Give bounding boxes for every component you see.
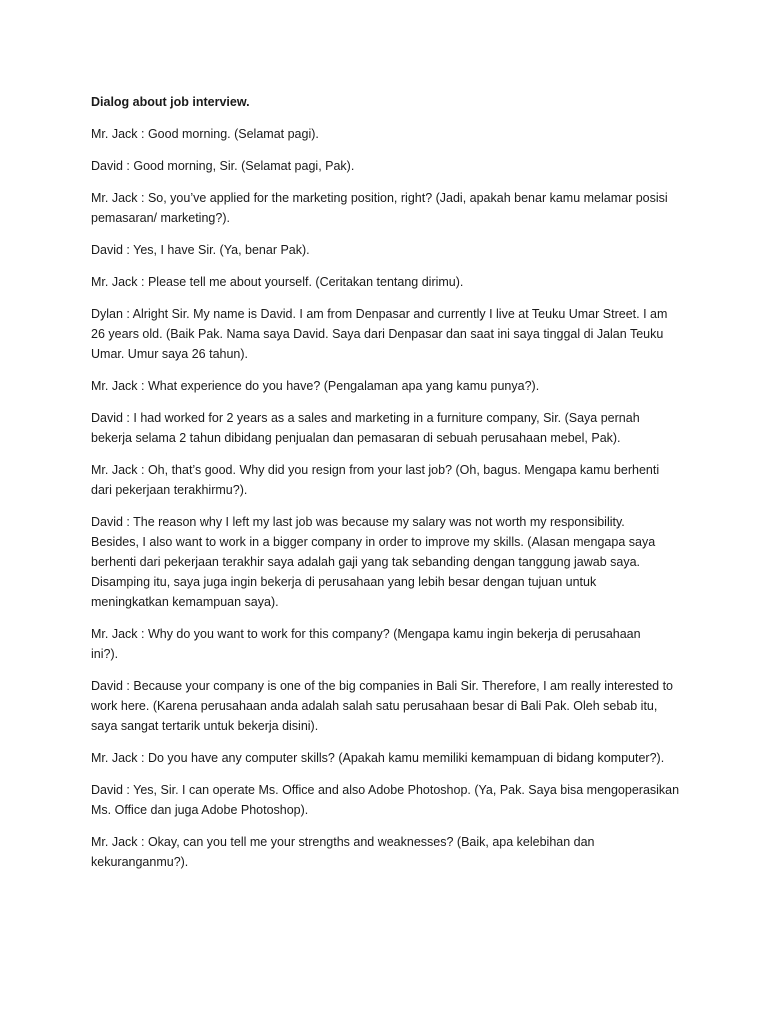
dialog-line: David : Yes, Sir. I can operate Ms. Office and also Adobe Photoshop. (Ya, Pak. Saya bisa mengoperasikan (91, 783, 680, 797)
dialog-line: David : The reason why I left my last job was because my salary was not worth my responsibility. (91, 515, 625, 529)
dialog-paragraph (91, 376, 681, 396)
dialog-paragraph (91, 676, 681, 736)
dialog-paragraph (91, 748, 681, 768)
dialog-line: saya sangat tertarik untuk bekerja disini). (91, 719, 319, 733)
dialog-line: Dylan : Alright Sir. My name is David. I am from Denpasar and currently I live at Teuku Umar Street. I am (91, 307, 668, 321)
dialog-paragraph (91, 156, 681, 176)
dialog-paragraph (91, 124, 681, 144)
dialog-paragraph (91, 272, 681, 292)
dialog-line: David : Good morning, Sir. (Selamat pagi, Pak). (91, 159, 355, 173)
dialog-paragraph (91, 460, 681, 500)
dialog-paragraph (91, 780, 681, 820)
dialog-line: Mr. Jack : Why do you want to work for this company? (Mengapa kamu ingin bekerja di perusahaan (91, 627, 641, 641)
dialog-line: David : Because your company is one of the big companies in Bali Sir. Therefore, I am really interested to (91, 679, 674, 693)
dialog-line: Mr. Jack : Okay, can you tell me your strengths and weaknesses? (Baik, apa kelebihan dan (91, 835, 595, 849)
dialog-line: David : Yes, I have Sir. (Ya, benar Pak). (91, 243, 310, 257)
dialog-paragraph (91, 408, 681, 448)
dialog-line: berhenti dari pekerjaan terakhir saya adalah gaji yang tak sebanding dengan tanggung jawab saya. (91, 555, 640, 569)
dialog-line: Mr. Jack : What experience do you have? (Pengalaman apa yang kamu punya?). (91, 379, 540, 393)
dialog-paragraph (91, 304, 681, 364)
dialog-paragraph (91, 188, 681, 228)
dialog-line: bekerja selama 2 tahun dibidang penjualan dan pemasaran di sebuah perusahaan mebel, Pak). (91, 431, 621, 445)
dialog-line: Ms. Office dan juga Adobe Photoshop). (91, 803, 309, 817)
dialog-line: pemasaran/ marketing?). (91, 211, 230, 225)
dialog-line: Besides, I also want to work in a bigger company in order to improve my skills. (Alasan mengapa saya (91, 535, 656, 549)
dialog-line: work here. (Karena perusahaan anda adalah salah satu perusahaan besar di Bali Pak. Oleh sebab itu, (91, 699, 658, 713)
document-title: Dialog about job interview. (91, 95, 250, 109)
dialog-line: Disamping itu, saya juga ingin bekerja di perusahaan yang lebih besar dengan tujuan untuk (91, 575, 597, 589)
dialog-line: Mr. Jack : So, you’ve applied for the marketing position, right? (Jadi, apakah benar kamu melamar posisi (91, 191, 668, 205)
dialog-line: Umar. Umur saya 26 tahun). (91, 347, 249, 361)
dialog-line: meningkatkan kemampuan saya). (91, 595, 279, 609)
dialog-body (91, 124, 681, 872)
dialog-paragraph (91, 624, 681, 664)
dialog-paragraph (91, 512, 681, 612)
dialog-line: kekuranganmu?). (91, 855, 189, 869)
dialog-line: Mr. Jack : Good morning. (Selamat pagi). (91, 127, 319, 141)
dialog-line: dari pekerjaan terakhirmu?). (91, 483, 248, 497)
dialog-line: 26 years old. (Baik Pak. Nama saya David. Saya dari Denpasar dan saat ini saya tinggal di Jalan Teuku (91, 327, 664, 341)
dialog-line: David : I had worked for 2 years as a sales and marketing in a furniture company, Sir. (Saya pernah (91, 411, 640, 425)
dialog-paragraph (91, 240, 681, 260)
dialog-line: Mr. Jack : Please tell me about yourself. (Ceritakan tentang dirimu). (91, 275, 464, 289)
dialog-line: Mr. Jack : Oh, that’s good. Why did you resign from your last job? (Oh, bagus. Mengapa kamu berhenti (91, 463, 660, 477)
dialog-line: ini?). (91, 647, 119, 661)
document-page (91, 92, 681, 884)
dialog-paragraph (91, 832, 681, 872)
dialog-line: Mr. Jack : Do you have any computer skills? (Apakah kamu memiliki kemampuan di bidang komputer?). (91, 751, 665, 765)
